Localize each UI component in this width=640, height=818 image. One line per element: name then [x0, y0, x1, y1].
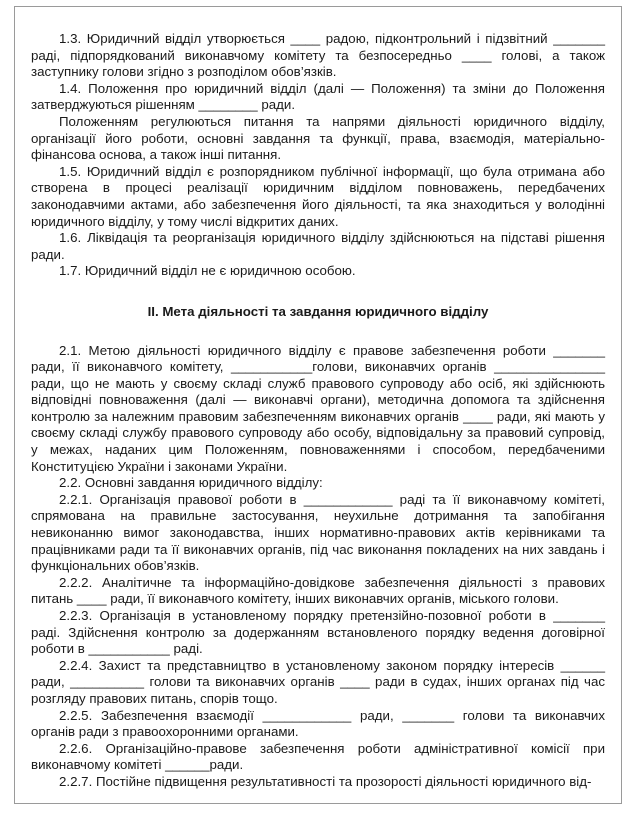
paragraph-2-2-5: 2.2.5. Забезпечення взаємодії ____________ ради, _______ голови та виконавчих органів ради з правоохоронними органами.	[31, 707, 605, 740]
paragraph-regulation: Положенням регулюються питання та напрями діяльності юридичного відділу, організації його роботи, основні завдання та функції, права, взаємодія, матеріально-фінансова основа, а також інші питання.	[31, 113, 605, 163]
document-body	[31, 31, 605, 791]
paragraph-2-2-1: 2.2.1. Організація правової роботи в ____________ раді та її виконавчому комітеті, спрямована на правильне застосування, неухильне дотримання та запобігання невиконанню вимог законодавства, інших нормативно-правових актів керівниками та працівниками ради та її виконавчих органів, під час виконання покладених на них завдань і функціональних обов’язків.	[31, 491, 605, 574]
paragraph-2-2-4: 2.2.4. Захист та представництво в установленому законом порядку інтересів ______ ради, __________ голови та виконавчих органів ____ ради в судах, інших органах під час розгляду правових питань, спорів тощо.	[31, 657, 605, 706]
paragraph-1-7: 1.7. Юридичний відділ не є юридичною особою.	[59, 263, 356, 279]
paragraph-1-6: 1.6. Ліквідація та реорганізація юридичного відділу здійснюються на підставі рішення ради.	[31, 230, 605, 262]
paragraph-2-2-3: 2.2.3. Організація в установленому порядку претензійно-позовної роботи в _______ раді. Здійснення контролю за додержанням встановленого порядку ведення договірної роботи в ___________ раді.	[31, 608, 605, 657]
document-page	[14, 6, 622, 804]
paragraph-2-2-7: 2.2.7. Постійне підвищення результативності та прозорості діяльності юридичного від-	[59, 773, 592, 789]
paragraph-2-2-2: 2.2.2. Аналітичне та інформаційно-довідкове забезпечення діяльності з правових питань ____ ради, її виконавчого комітету, інших виконавчих органів, міського голови.	[31, 574, 605, 607]
paragraph-1-5: 1.5. Юридичний відділ є розпорядником публічної інформації, що була отримана або створена в процесі реалізації юридичним відділом повноважень, передбачених законодавчими актами, або забезпечення його діяльності, та яка знаходиться у володінні юридичного відділу, у тому числі відкритих даних.	[31, 163, 605, 229]
section-heading: II. Мета діяльності та завдання юридичного відділу	[147, 303, 489, 319]
paragraph-2-2: 2.2. Основні завдання юридичного відділу:	[59, 475, 323, 491]
paragraph-1-4: 1.4. Положення про юридичний відділ (далі — Положення) та зміни до Положення затверджуються рішенням ________ ради.	[31, 80, 605, 113]
paragraph-2-2-6: 2.2.6. Організаційно-правове забезпечення роботи адміністративної комісії при виконавчому комітеті ______ради.	[31, 740, 605, 773]
paragraph-1-3: 1.3. Юридичний відділ утворюється ____ радою, підконтрольний і підзвітний _______ раді, підпорядкований виконавчому комітету та безпосередньо ____ голові, а також заступнику голови згідно з розподілом обов’язків.	[31, 31, 605, 80]
paragraph-2-1: 2.1. Метою діяльності юридичного відділу є правове забезпечення роботи _______ ради, її виконавчого комітету, ___________голови, виконавчих органів _______________ ради, що не мають у своєму складі служб правового супроводу або осіб, які здійснюють відповідні повноваження (далі — виконавчі органи), методична допомога та здійснення контролю за належним правовим забезпеченням виконавчих органів ____ ради, які мають у своєму складі службу правового супроводу або особу, відповідальну за правовий супровід, у межах, наданих цим Положенням, повноваженнями і способом, передбаченими Конституцією України і законами України.	[31, 342, 605, 474]
